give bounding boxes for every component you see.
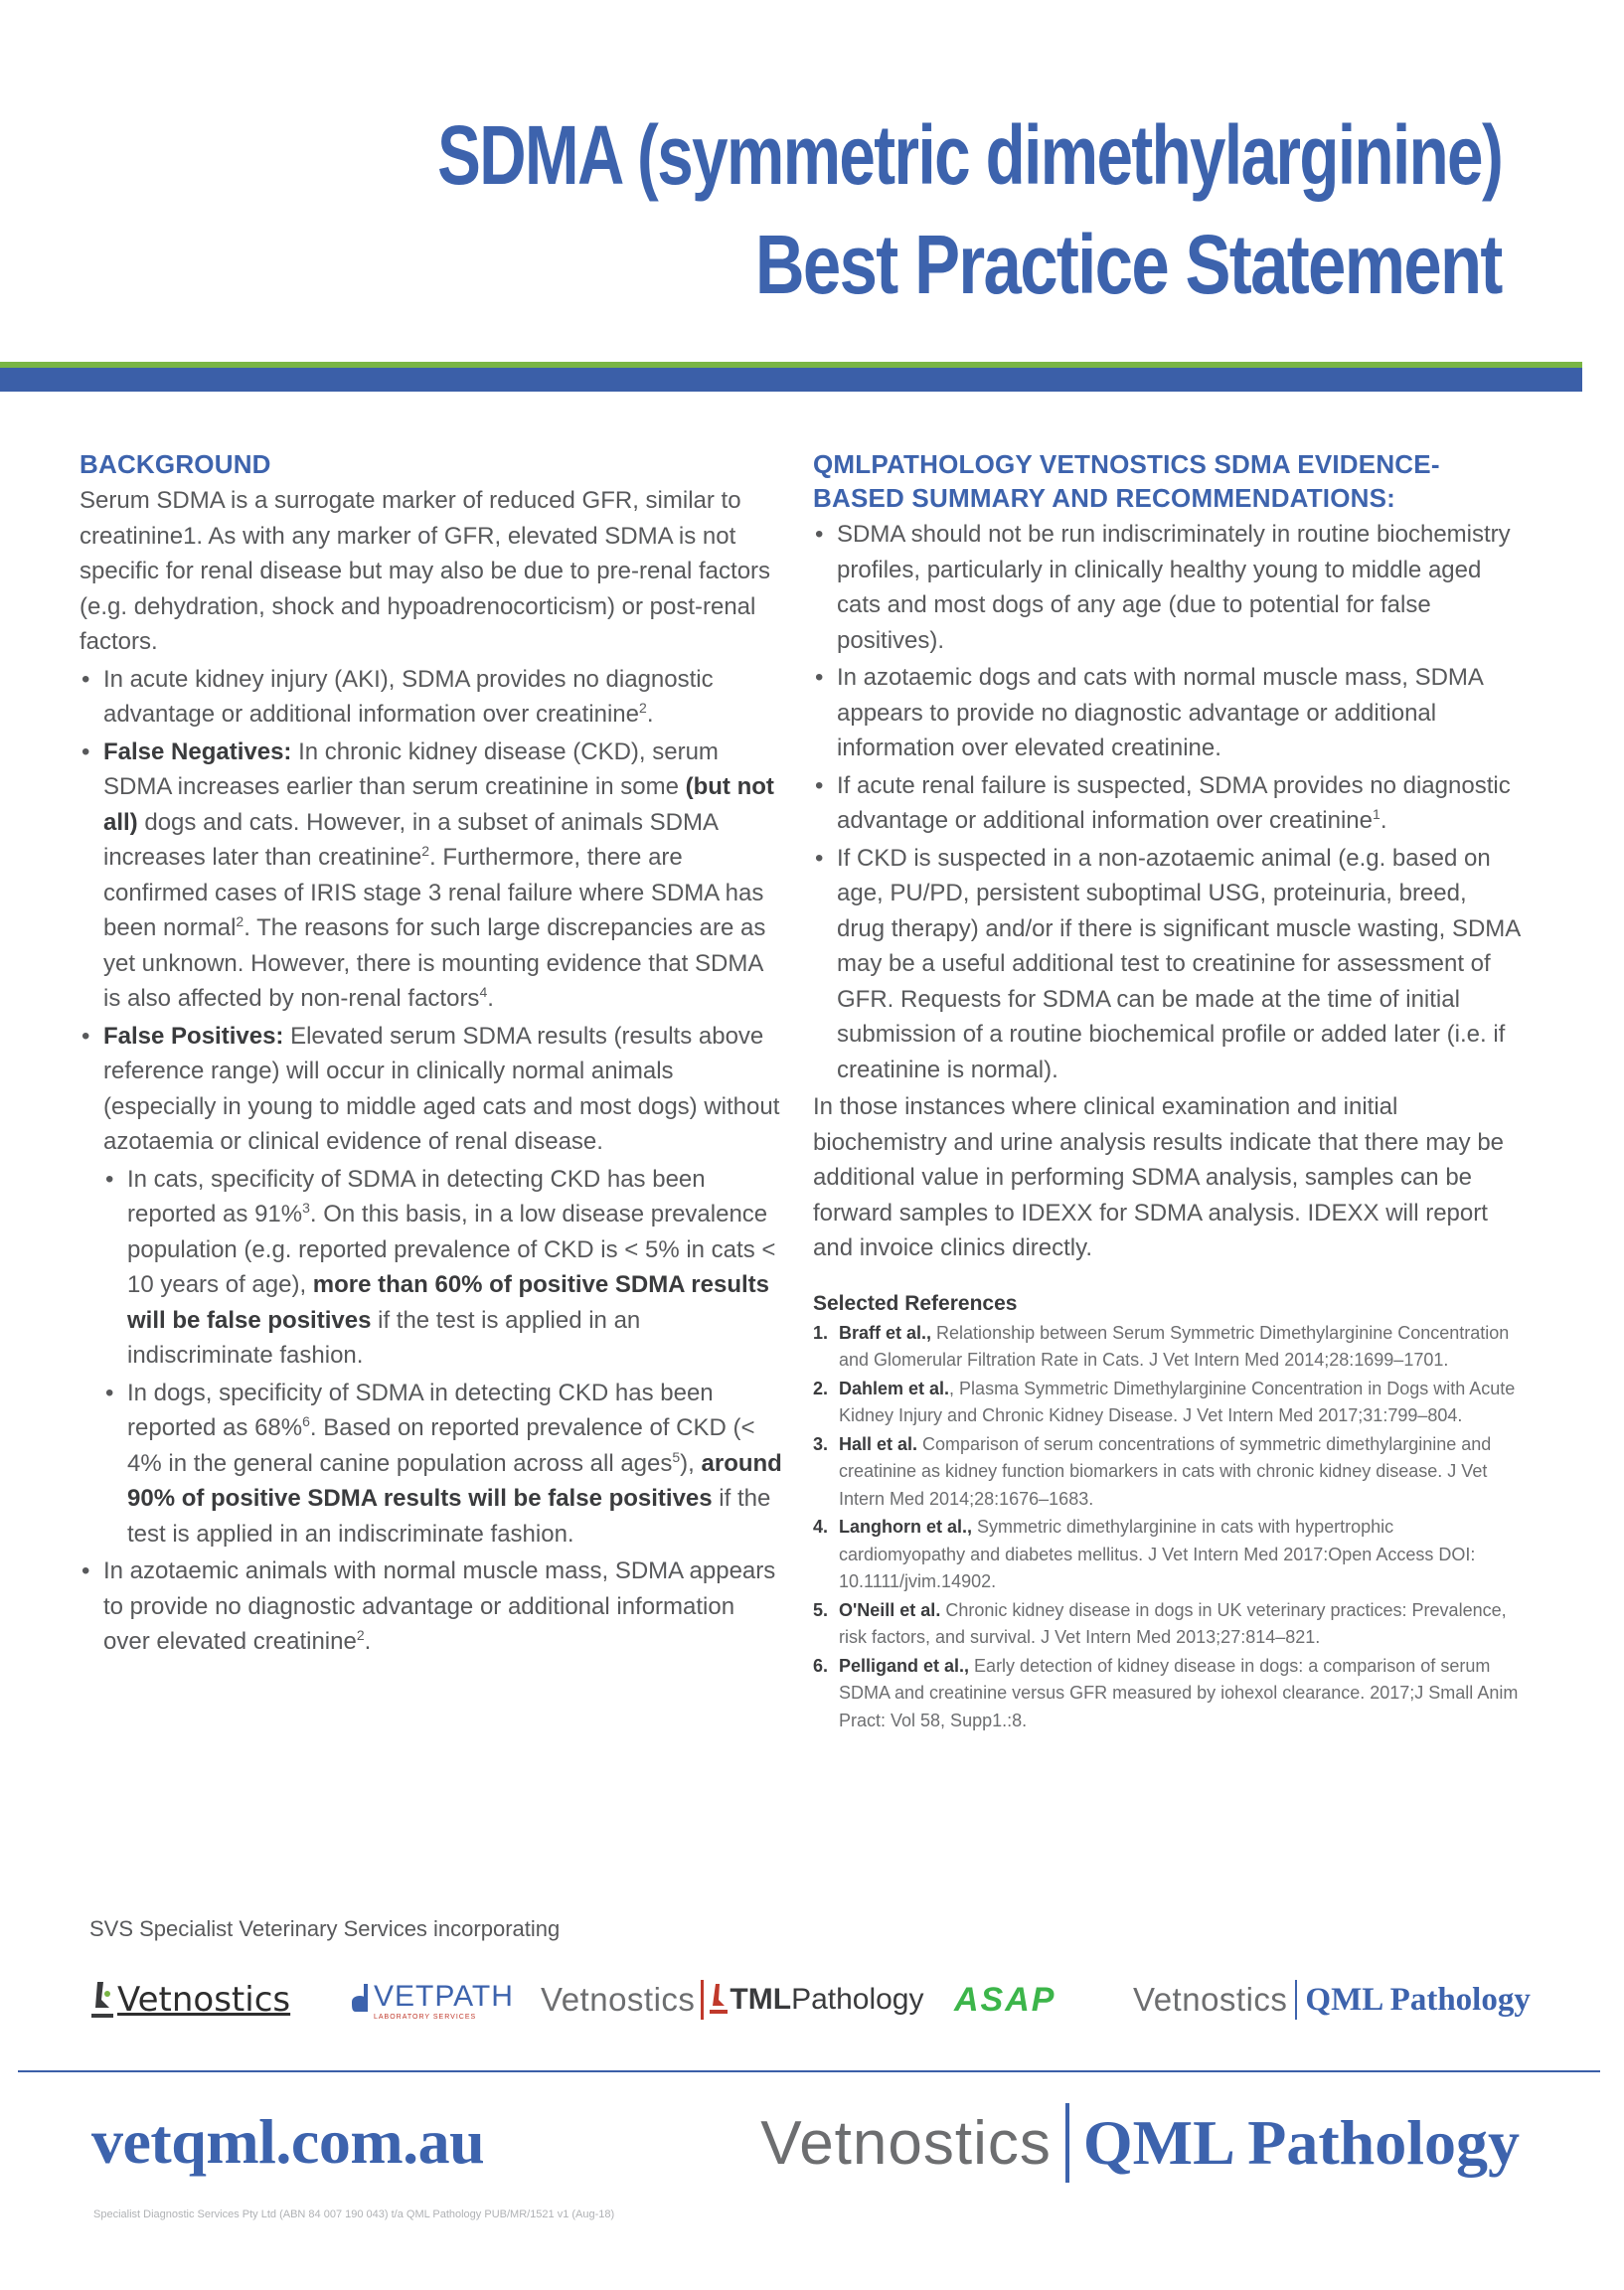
background-column <box>80 447 783 1662</box>
reference-author: Pelligand et al., <box>839 1655 970 1676</box>
tml-rest: Pathology <box>791 1983 924 2016</box>
subbullet-cats <box>103 1162 783 1374</box>
cats-bold: more than 60% of positive SDMA results will be false positives <box>127 1271 769 1334</box>
tml-bold: TML <box>730 1983 792 2016</box>
background-bullets <box>80 662 783 1660</box>
dogs-text3: ), <box>680 1449 702 1477</box>
ref-sup: 2 <box>639 700 647 716</box>
reference-text: Symmetric dimethylarginine in cats with hypertrophic cardiomyopathy and diabetes mellitus. J Vet Intern Med 2017:Open Access DOI: 10.1111/jvim.14902. <box>839 1517 1476 1591</box>
ref-sup: 4 <box>479 984 488 1000</box>
references-heading: Selected References <box>813 1291 1018 1315</box>
bottom-qml-text: QML Pathology <box>1082 2107 1520 2178</box>
bullet-end: . <box>364 1628 372 1655</box>
document-title-line1: SDMA (symmetric dimethylarginine) <box>436 108 1502 202</box>
bullet-end: . <box>646 701 654 728</box>
bullet-aki-text: In acute kidney injury (AKI), SDMA provides no diagnostic advantage or additional information over creatinine <box>103 665 714 728</box>
summary-heading: QMLPATHOLOGY VETNOSTICS SDMA EVIDENCE-BASED SUMMARY AND RECOMMENDATIONS: <box>813 449 1440 513</box>
fn-text3: . Furthermore, there are confirmed cases of IRIS stage 3 renal failure where SDMA has been normal <box>103 844 764 941</box>
reference-text: Comparison of serum concentrations of symmetric dimethylarginine and creatinine as kidney function biomarkers in cats with chronic kidney disease. J Vet Intern Med 2014;28:1676–1683. <box>839 1433 1492 1509</box>
vetpath-text <box>374 1980 514 2021</box>
summary-bullet-2: • In azotaemic dogs and cats with normal muscle mass, SDMA appears to provide no diagnostic advantage or additional information over elevated creatinine. <box>813 660 1521 766</box>
logo-divider <box>701 1980 704 2020</box>
fn-text4: . The reasons for such large discrepancies are as yet unknown. However, there is mounting evidence that SDMA is also affected by non-renal factors <box>103 914 766 1012</box>
partner-logos <box>87 1972 1531 2028</box>
reference-item <box>813 1320 1521 1375</box>
summary-bullets <box>813 517 1521 1087</box>
logo-divider <box>1295 1980 1297 2020</box>
bullet-azotaemic <box>80 1554 783 1660</box>
ref-sup: 6 <box>302 1413 310 1429</box>
summary-closing: In those instances where clinical examination and initial biochemistry and urine analysis results indicate that there may be additional value in performing SDMA analysis, samples can be forward samples to IDEXX for SDMA analysis. IDEXX will report and invoice clinics directly. <box>813 1093 1505 1261</box>
reference-author: Hall et al. <box>839 1433 918 1454</box>
bottom-logo-divider <box>1065 2103 1069 2183</box>
footer-divider <box>18 2070 1600 2072</box>
vetpath-logo <box>348 1972 514 2028</box>
header-blue-band <box>0 368 1582 392</box>
dogs-text2: . Based on reported prevalence of CKD (< 4% in the general canine population across all ages <box>127 1414 755 1477</box>
tml-pathology-text <box>730 1983 923 2017</box>
reference-number: 1. <box>813 1322 829 1343</box>
false-negatives-label: False Negatives: <box>103 737 292 765</box>
vetpath-title: VETPATH <box>374 1979 514 2013</box>
fn-text5: . <box>487 985 494 1012</box>
reference-item <box>813 1597 1521 1652</box>
reference-text: Early detection of kidney disease in dogs: a comparison of serum SDMA and creatinine versus GFR measured by iohexol clearance. 2017;J Small Anim Pract: Vol 58, Supp1.:8. <box>839 1655 1519 1730</box>
svs-incorporating-text: SVS Specialist Veterinary Services incorporating <box>89 1916 561 1941</box>
false-positives-subbullets <box>103 1162 783 1553</box>
asap-logo <box>954 1972 1056 2028</box>
reference-number: 5. <box>813 1599 829 1620</box>
vetnostics-text: Vetnostics <box>1133 1981 1288 2018</box>
subbullet-dogs <box>103 1376 783 1553</box>
reference-author: Langhorn et al., <box>839 1517 973 1537</box>
reference-text: Relationship between Serum Symmetric Dimethylarginine Concentration and Glomerular Filtration Rate in Cats. J Vet Intern Med 2014;28:1699–1701. <box>839 1322 1510 1370</box>
ref-sup: 3 <box>302 1200 310 1216</box>
bullet-end: . <box>1380 807 1387 834</box>
summary-bullet-1: • SDMA should not be run indiscriminately in routine biochemistry profiles, particularly in clinically healthy young to middle aged cats and most dogs of any age (due to potential for false positives). <box>813 517 1521 658</box>
reference-number: 6. <box>813 1655 829 1676</box>
bullet-aki <box>80 662 783 733</box>
cats-text3: if the test is applied in an indiscriminate fashion. <box>127 1306 641 1369</box>
reference-item <box>813 1514 1521 1596</box>
reference-number: 4. <box>813 1517 829 1537</box>
bullet-false-positives <box>80 1019 783 1553</box>
reference-author: O'Neill et al. <box>839 1599 941 1620</box>
reference-item <box>813 1653 1521 1735</box>
ref-sup: 2 <box>356 1627 365 1643</box>
cats-text1: In cats, specificity of SDMA in detecting CKD has been reported as 91% <box>127 1165 706 1227</box>
microscope-icon <box>87 1978 117 2022</box>
vetnostics-script-text: Vetnostics <box>117 1980 291 2020</box>
legal-footer: Specialist Diagnostic Services Pty Ltd (ABN 84 007 190 043) t/a QML Pathology PUB/MR/1521 v1 (Aug-18) <box>93 2208 615 2220</box>
bullet-false-negatives <box>80 735 783 1017</box>
fn-bold: (but not all) <box>103 773 774 836</box>
vetnostics-qml-logo <box>1133 1972 1531 2028</box>
asap-text: ASAP <box>954 1980 1056 2019</box>
ref-sup: 1 <box>1373 806 1380 822</box>
reference-text: , Plasma Symmetric Dimethylarginine Concentration in Dogs with Acute Kidney Injury and Chronic Kidney Disease. J Vet Intern Med 2017;31:799–804. <box>839 1378 1516 1425</box>
tml-microscope-icon <box>708 1982 730 2018</box>
ref-sup: 5 <box>672 1448 681 1465</box>
vetpath-mark-icon <box>348 1978 374 2022</box>
ref-sup: 2 <box>236 913 244 929</box>
azotaemic-text: In azotaemic animals with normal muscle mass, SDMA appears to provide no diagnostic advantage or additional information over elevated creatinine <box>103 1557 776 1655</box>
summary-bullet-4: • If CKD is suspected in a non-azotaemic animal (e.g. based on age, PU/PD, persistent suboptimal USG, proteinuria, breed, drug therapy) and/or if there is significant muscle wasting, SDMA may be a useful additional test to creatinine for assessment of GFR. Requests for SDMA can be made at the time of initial submission of a routine biochemical profile or added later (i.e. if creatinine is normal). <box>813 841 1521 1088</box>
qml-pathology-text: QML Pathology <box>1305 1981 1531 2018</box>
fn-text2: dogs and cats. However, in a subset of animals SDMA increases later than creatinine <box>103 808 718 871</box>
vetnostics-text: Vetnostics <box>541 1981 696 2018</box>
dogs-bold: around 90% of positive SDMA results will be false positives <box>127 1449 782 1512</box>
background-intro: Serum SDMA is a surrogate marker of reduced GFR, similar to creatinine1. As with any marker of GFR, elevated SDMA is not specific for renal disease but may also be due to pre-renal factors (e.g. dehydration, shock and hypoadrenocorticism) or post-renal factors. <box>80 487 771 655</box>
dogs-text1: In dogs, specificity of SDMA in detecting CKD has been reported as 68% <box>127 1379 714 1441</box>
dogs-text4: if the test is applied in an indiscriminate fashion. <box>127 1485 771 1548</box>
reference-number: 2. <box>813 1378 829 1398</box>
vetnostics-tml-logo <box>541 1972 924 2028</box>
reference-text: Chronic kidney disease in dogs in UK veterinary practices: Prevalence, risk factors, and survival. J Vet Intern Med 2013;27:814–821. <box>839 1599 1507 1647</box>
reference-item <box>813 1376 1521 1430</box>
reference-author: Braff et al., <box>839 1322 932 1343</box>
document-title-line2: Best Practice Statement <box>755 218 1502 311</box>
website-url[interactable]: vetqml.com.au <box>91 2106 485 2177</box>
fp-text: Elevated serum SDMA results (results above reference range) will occur in clinically normal animals (especially in young to middle aged cats and most dogs) without azotaemia or clinical evidence of renal disease. <box>103 1022 780 1155</box>
reference-author: Dahlem et al. <box>839 1378 950 1398</box>
reference-item <box>813 1431 1521 1514</box>
bottom-vetnostics-qml-logo <box>760 2103 1520 2183</box>
references-list <box>813 1320 1521 1735</box>
false-positives-label: False Positives: <box>103 1022 284 1050</box>
reference-number: 3. <box>813 1433 829 1454</box>
ref-sup: 2 <box>421 843 429 859</box>
summary-column <box>813 447 1521 1735</box>
fn-text1: In chronic kidney disease (CKD), serum SDMA increases earlier than serum creatinine in some <box>103 737 719 800</box>
bottom-vetnostics-text: Vetnostics <box>760 2108 1052 2178</box>
vetpath-subtitle: LABORATORY SERVICES <box>374 2013 477 2021</box>
summary-bullet-3 <box>813 768 1521 839</box>
vetnostics-script-logo <box>87 1972 290 2028</box>
summary-bullet-3-text: If acute renal failure is suspected, SDMA provides no diagnostic advantage or additional information over creatinine <box>837 771 1511 834</box>
cats-text2: . On this basis, in a low disease prevalence population (e.g. reported prevalence of CKD is < 5% in cats < 10 years of age), <box>127 1201 776 1298</box>
background-heading: BACKGROUND <box>80 449 271 479</box>
